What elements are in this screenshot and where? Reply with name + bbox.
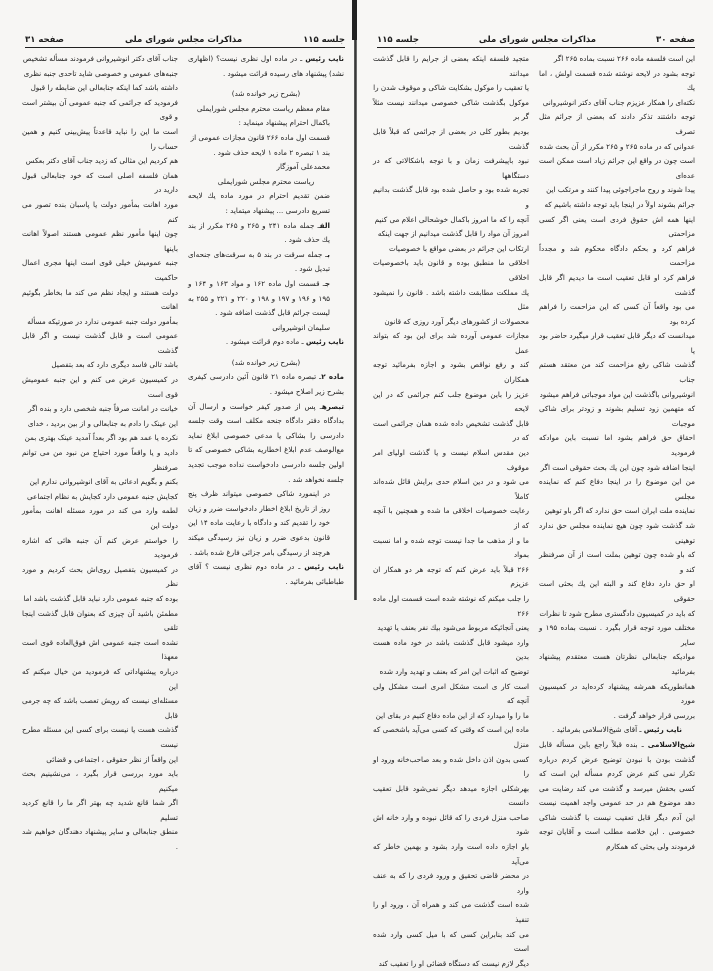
- text-line: می شود و در دین اسلام حدی برایش قائل شده‌اند کاملاً: [373, 477, 529, 501]
- speech-lines: [539, 52, 695, 723]
- text-line: است چون در واقع این جرائم زیاد است ممکن است عده‌ای: [539, 156, 695, 180]
- text-line: را جلب میکنم که نوشته شده است قسمت اول ماده ۲۶۶: [373, 593, 529, 618]
- speaker-name: نایب رئیس: [643, 725, 682, 735]
- text-line: کند و رفع نواقص بشود و اجازه بفرمائید توجه همکاران: [373, 360, 529, 385]
- text-line: منطق جنابعالی و سایر پیشنهاد دهندگان خواهیم شد .: [22, 827, 178, 852]
- text-line: دیگر لازم نیست که دستگاه قضائی او را تعقیب کند: [378, 958, 529, 968]
- text-line: که متهمین زود تسلیم بشوند و زودتر برای شاکی موجبات: [539, 404, 695, 428]
- text-line: اینجا اضافه شود چون این یك بحث حقوقی است اگر: [540, 462, 695, 472]
- session-label: جلسه ۱۱۵: [377, 35, 419, 45]
- item-text: ـ جمله سرقت در بند ۵ به سرقت‌های جنحه‌ای تبدیل شود .: [188, 249, 330, 274]
- text-line: مسئله‌ای نیست که رویش تعصب باشد که چه جرمی قابل: [22, 696, 178, 720]
- text-line: اینها همه اش حقوق فردی است یعنی اگر کسی مزاحمتی: [539, 214, 695, 239]
- text-line: نماینده ملت ایران است حق ندارد که اگر باو توهین: [544, 506, 695, 516]
- text-line: می بود واقعاً آن کسی که این مزاحمت را فراهم کرده بود: [539, 302, 695, 326]
- text-line: که باید در کمیسیون دادگستری مطرح شود تا نظرات: [539, 608, 695, 618]
- text-line: در کمیسیون عرض می کنم و این جنبه عمومیش قوی است: [22, 375, 178, 399]
- text-line: قابل گذشت تشخیص داده شده همان جرائمی است که در: [373, 418, 529, 443]
- session-label: جلسه ۱۱۵: [303, 35, 345, 45]
- left-page-column-right: [22, 52, 178, 855]
- text-line: عدوانی که در ماده ۲۶۵ و ۲۶۵ مکرر از آن بحث شده: [539, 141, 695, 151]
- text-line: بمأمور دولت جنبه عمومی ندارد در صورتیکه مسأله: [27, 316, 178, 326]
- text-line: دولت هستند و ایجاد نظم می کند ما بخاطر بگوئیم اهانت: [22, 287, 178, 312]
- text-line: یا تعقیب را موکول بشکایت شاکی و موقوف شدن را: [373, 83, 529, 93]
- text-line: بوده که جنبه عمومی دارد نباید قابل گذشت باشد اما: [23, 593, 178, 603]
- note-text: ـ پس از صدور کیفر خواست و ارسال آن بدادگاه دفتر دادگاه جنحه مکلف است وقت جلسه دادرسی را بشاکی یا مدعی خصوصی ابلاغ نماید مع‌الوصف عدم ابلاغ اخطاریه بشاکی خصوصی که تا اولین جلسه دادرسی دادخواست نداده موجب تجدید جلسه نخواهد شد .: [188, 401, 344, 484]
- text-line: جرائم بشوند اولاً در اینجا باید توجه داشته باشیم که: [544, 199, 695, 209]
- text-line: می کند بنابراین کسی که با میل کسی وارد شده است: [373, 929, 529, 954]
- proposal-letter-1: [188, 102, 344, 160]
- text-line: ۲۶۶ قبلاً باید عرض کنم که توجه هر دو همکار ان عزیزم: [373, 564, 529, 589]
- text-line: موکول بگذشت شاکی خصوصی میدانند نیست مثلاً گر بر: [373, 97, 529, 122]
- text-line: لطمه وارد می کند در مورد مسئله اهانت بمأمور دولت این: [22, 506, 178, 530]
- text-line: جناب آقای دکتر انوشیروانی فرمودند مسأله تشخیص: [22, 54, 178, 63]
- left-page-columns: [22, 52, 344, 855]
- right-page-columns: [373, 52, 698, 971]
- text-line: فراهم کرد او قابل تعقیب است ما دیدیم اگر قابل گذشت: [539, 272, 695, 297]
- text-line: درباره پیشنهاداتی که فرمودید من خیال میکنم که این: [22, 666, 178, 691]
- item-label: ب: [327, 249, 330, 259]
- text-line: عمومی است و قابل گذشت نیست و اگر قابل گذشت: [22, 331, 178, 355]
- text-line: این است فلسفه ماده ۲۶۶ نسبت بماده ۲۶۵ اگر: [553, 54, 695, 63]
- text-line: اخلاقی ما منطبق بوده و قانون باید باخصوصیات اخلاقی: [373, 258, 529, 282]
- text-line: وارد میشود قابل گذشت باشد در خود ماده هست بدین: [373, 637, 529, 662]
- text-line: در کمیسیون بتفصیل روی‌اش بحث کردیم و مورد نظر: [22, 564, 178, 589]
- item-text: ـ جمله ماده ۲۴۱ و ۲۶۵ و ۲۶۵ مکرر از بند یك حذف شود .: [188, 220, 330, 245]
- text-line: این عینک را دادم به جنابعالی و از بین بردید ، خدای: [27, 418, 178, 428]
- text-line: همانطوریکه همرشه پیشنهاد کرده‌اید در کمیسیون مورد: [539, 681, 695, 706]
- text-line: عزیز را باین موضوع جلب کنم جرائمی که در این لایحه: [373, 389, 529, 414]
- left-page-header: [25, 31, 345, 48]
- text-line: این واقعاً از نظر حقوقی ، اجتماعی و قضائی: [46, 754, 178, 764]
- text-line: باید مورد بررسی قرار بگیرد ، می‌نشینیم بحث میکنیم: [22, 769, 178, 793]
- text-line: چون اینها مأمور نظم عمومی هستند اصولاً اهانت باینها: [22, 229, 178, 253]
- article-text: ـ تبصره ماده ۲۱ قانون آئین دادرسی کیفری بشرح زیر اصلاح میشود .: [188, 372, 344, 397]
- text-line: امروز آن مواد را قابل گذشت میدانیم از جهت اینکه: [377, 229, 529, 239]
- text-line: توجه داشتند تذکر دادند که بعضی از جرائم مثل تصرف: [539, 112, 695, 136]
- text-line: مورد اهانت بمأمور دولت یا پاسبان بنده تصور می کنم: [22, 199, 178, 224]
- article-label: ماده ۲: [321, 372, 344, 382]
- text-line: متجید فلسفه اینکه بعضی از جرایم را قابل گذشت میدانند: [373, 54, 529, 78]
- text-line: مختلف مورد توجه قرار بگیرد . نسبت بماده ۱۹۵ و سایر: [539, 623, 695, 647]
- text-line: میدانست که دیگر قابل تعقیب قرار میگیرد حاضر بود یا: [539, 331, 695, 355]
- text-line: شده است گذشت می کند و همراه آن ، ورود او را تنفیذ: [373, 900, 529, 925]
- text-line: آنچه را که ما امروز باکمال خوشحالی اعلام می کنیم: [374, 214, 529, 224]
- text-line: خیانت در امانت صرفاً جنبه شخصی دارد و بنده اگر: [28, 404, 178, 414]
- text-line: بودیم بطور کلی در بعضی از جرائمی که قبلاً قابل گذشت: [373, 126, 529, 151]
- speech-text: ـ ماده دوم قرائت میشود .: [225, 337, 304, 347]
- paragraph: در اینمورد شاکی خصوصی میتواند ظرف پنج روز از تاریخ ابلاغ اخطار دادخواست ضرر و زیان خود را تقدیم کند و دادگاه با رعایت ماده ۱۴ این قانون بدعوی ضرر و زیان نیز رسیدگی میکند هرچند از رسیدگی بامر جزائی فارغ شده باشد .: [188, 489, 330, 557]
- text-line: است ما این را نباید قاعدتاً پیش‌بینی کنیم و همین حساب را: [22, 126, 178, 151]
- item-label: الف: [319, 220, 330, 230]
- right-page-column-left: [539, 52, 695, 971]
- letter-line: باکمال احترام پیشنهاد مینماید :: [238, 118, 330, 128]
- letter-intro: ضمن تقدیم احترام در مورد ماده یك لایحه تسریع دادرسی ... پیشنهاد میتماید :: [188, 191, 330, 215]
- text-line: بررسی قرار خواهد گرفت .: [613, 710, 695, 720]
- text-line: در محضر قاضی تحقیق و ورود فردی را که به عنف وارد: [373, 871, 529, 895]
- left-page: [0, 0, 356, 852]
- speech-text: ـ آقای شیخ‌الاسلامی بفرمائید .: [552, 725, 642, 735]
- letter-salutation: ریاست محترم مجلس شورایملی: [217, 176, 315, 186]
- text-line: یعنی آنجائیکه مربوط می‌شود بیك نفر بعنف یا تهدید: [377, 623, 529, 633]
- text-line: مطمئن باشید آن چیزی که بعنوان قابل گذشت اینجا تلقی: [22, 608, 178, 633]
- text-line: نکته‌ای را همکار عزیزم جناب آقای دکتر انوشیروانی: [542, 97, 695, 107]
- right-page-column-right: [373, 52, 529, 971]
- text-line: توجه بشود در لایحه نوشته شده قسمت اولش ، اما یك: [539, 68, 695, 93]
- page-number: صفحه ۳۰: [656, 35, 695, 45]
- text-line: گذشت هست یا نیست برای کسی این مسئله مطرح نیست: [22, 725, 178, 749]
- text-line: هم کردیم این مثالی که زدید جناب آقای دکتر بعکس: [25, 156, 178, 166]
- text-line: دین مقدس اسلام نیست و یا گذشت اولیای امر موقوف: [373, 448, 529, 472]
- item-label: ج: [324, 278, 330, 288]
- text-line: اگر شما قانع شدید چه بهتر اگر ما را قانع کردید تسلیم: [22, 798, 178, 822]
- text-line: جنبه عمومیش خیلی قوی است اینها مجری اعمال حاکمیت: [22, 258, 178, 282]
- speech-text: ـ در ماده دوم نظری نیست ؟ آقای طباطبائی بفرمائید .: [188, 562, 344, 586]
- text-line: ارتکاب این جرائم در بعضی مواقع با خصوصیات: [388, 243, 529, 253]
- running-title: مذاکرات مجلس شورای ملی: [124, 35, 243, 45]
- running-title: مذاکرات مجلس شورای ملی: [478, 35, 597, 45]
- text-line: پیدا شوند و روح ماجراجوئی پیدا کنند و مرتکب این: [546, 185, 695, 195]
- text-line: دادید و یا واقعاً مورد احتیاج من نبود من می توانم صرفنظر: [22, 448, 178, 472]
- text-line: گذشت شاکی رفع مزاحمت کند من معتقد هستم جناب: [539, 360, 695, 385]
- text-line: که باو شده چون توهین بملت است از آن صرفنظر کند و: [539, 550, 695, 574]
- speaker-name: نایب رئیس: [305, 54, 344, 63]
- text-line: نبود باپیشرفت زمان و با توجه باشکالاتی که در دستگاهها: [373, 156, 529, 180]
- text-line: فراهم کرد و بحکم دادگاه محکوم شد و مجدداً مزاحمت: [539, 243, 695, 268]
- text-line: باو اجازه داده است وارد بشود و بهمین خاطر که می‌آید: [373, 842, 529, 866]
- text-line: کسی بدون اذن داخل شده و بعد صاحب‌خانه ورود او را: [373, 754, 529, 779]
- text-line: صاحب منزل فردی را که قائل نبوده و وارد خانه اش شود: [373, 812, 529, 837]
- item-text: ـ قسمت اول ماده ۱۶۲ و مواد ۱۶۳ و ۱۶۴ و ۱۹۵ و ۱۹۶ و ۱۹۷ و ۱۹۸ و ۲۲۰ و ۲۲۱ و ۲۵۵ به لیست جرائم قابل گذشت اضافه شود .: [188, 278, 331, 318]
- speaker-name: نایب رئیس: [304, 562, 344, 572]
- text-line: توضیح که اثبات این امر که بعنف و تهدید وارد شده: [379, 666, 529, 676]
- speech-text: ـ بنده قبلاً راجع باین مسأله قابل گذشت بودن با نبودن توضیح عرض کردم درباره تکرار نمی کنم عرض کردم مسأله این است که کسی بحقش میرسد و گذشت می کند رضایت می دهد موضوع هم در حد عمومی واجد اهمیت نیست این آدم دیگر قابل تعقیب نیست با گذشت شاکی خصوصی . این خلاصه مطلب است و آقایان توجه فرمودند ولی بحثی که همکارم: [539, 739, 695, 852]
- text-line: انوشیروانی باگذشت این مواد موجباتی فراهم میشود: [539, 389, 695, 399]
- reading-note: (بشرح زیر خوانده شد): [231, 89, 301, 99]
- text-line: یك مملکت مطابقت داشته باشد . قانون را نمیشود مثل: [373, 287, 529, 312]
- text-line: نشده است جنبه عمومی اش فوق‌العاده قوی است معهذا: [22, 637, 178, 662]
- text-line: او حق دارد دفاع کند و البته این یك بحثی است حقوقی: [539, 579, 695, 603]
- text-line: داشته باشد کما اینکه جنابعالی این ضابطه را قبول: [30, 83, 178, 93]
- signature: سلیمان انوشیروانی: [272, 322, 330, 332]
- text-line: شد گذشت شود چون هیچ نماینده مجلس حق ندارد توهینی: [539, 521, 695, 545]
- text-line: رعایت خصوصیات اخلاقی ما شده و همچنین با آنچه که از: [373, 506, 529, 530]
- text-line: است کار ی است مشکل امری است مشکل ولی آنچه که: [373, 681, 529, 706]
- letter-line: قسمت اول ماده ۲۶۶ قانون مجازات عمومی از: [190, 132, 330, 142]
- text-line: جنبه‌های عمومی و خصوصی شاید تاحدی جنبه نظری: [23, 68, 178, 78]
- text-line: ماده این است که وقتی که کسی می‌آید باشخصی که منزل: [373, 725, 529, 749]
- text-line: من این موضوع را در اینجا دفاع کنم که نماینده مجلس: [539, 477, 695, 501]
- speaker-name: نایب رئیس: [305, 337, 344, 347]
- text-line: بکنم و بگویم ادعائی به آقای انوشیروانی ندارم این: [29, 477, 178, 487]
- text-line: ما و از مذهب ما جدا نیست توجه شده و اما نسبت بمواد: [373, 535, 529, 560]
- text-line: مجازات عمومی آورده شد برای این بود که بتواند عمل: [373, 331, 529, 355]
- letter-line: مقام معظم ریاست محترم مجلس شورایملی: [196, 103, 330, 113]
- right-page: [357, 0, 713, 968]
- right-page-header: [377, 31, 695, 48]
- speaker-name: شیخ‌الاسلامی: [647, 739, 695, 749]
- text-line: همان فلسفه اصلی است که خود جنابعالی قبول دارید در: [22, 170, 178, 195]
- text-line: موادیکه جنابعالی نظرتان هست معتقدم پیشنهاد بفرمائید: [539, 652, 695, 676]
- letter-line: بند ۱ تبصره ۲ ماده ۱ لایحه حذف شود .: [213, 147, 330, 157]
- text-line: احقاق حق فراهم بشود اما نسبت باین موادکه فرمودید: [539, 433, 695, 458]
- text-line: را خواستم عرض کنم آن جنبه هائی که اشاره فرمودید: [22, 535, 178, 560]
- text-line: محصولات از کشورهای دیگر آورد روزی که قانون: [384, 316, 529, 326]
- note-label: تبصره: [321, 401, 344, 411]
- text-line: باشد تالی فاسد دیگری دارد که بعد بتفصیل: [51, 360, 178, 370]
- text-line: نکرده یا عمد هم بود اگر بعداً آمدید عینک بهتری بمن: [24, 433, 178, 443]
- text-line: کجایش جنبه عمومی دارد کجایش به نظام اجتماعی: [27, 491, 178, 501]
- left-page-column-left: [188, 52, 344, 855]
- text-line: تجربه شده بود و حاصل شده بود قابل گذشت بدانیم و: [373, 185, 529, 209]
- page-number: صفحه ۳۱: [25, 35, 64, 45]
- text-line: بهرشکلی اجازه میدهد دیگر نمی‌شود قابل تعقیب دانست: [373, 783, 529, 808]
- speech-text: ـ در ماده اول نظری نیست؟ (اظهاری نشد) پیشنهاد های رسیده قرائت میشود .: [188, 54, 344, 78]
- signature: محمدعلی آموزگار: [276, 162, 330, 172]
- text-line: ما را وا میدارد که از این ماده دفاع کنیم در بقای این: [375, 710, 529, 720]
- text-line: فرمودید که جرائمی که جنبه عمومی آن بیشتر است و قوی: [22, 97, 178, 122]
- reading-note: (بشرح زیر خوانده شد): [231, 357, 301, 367]
